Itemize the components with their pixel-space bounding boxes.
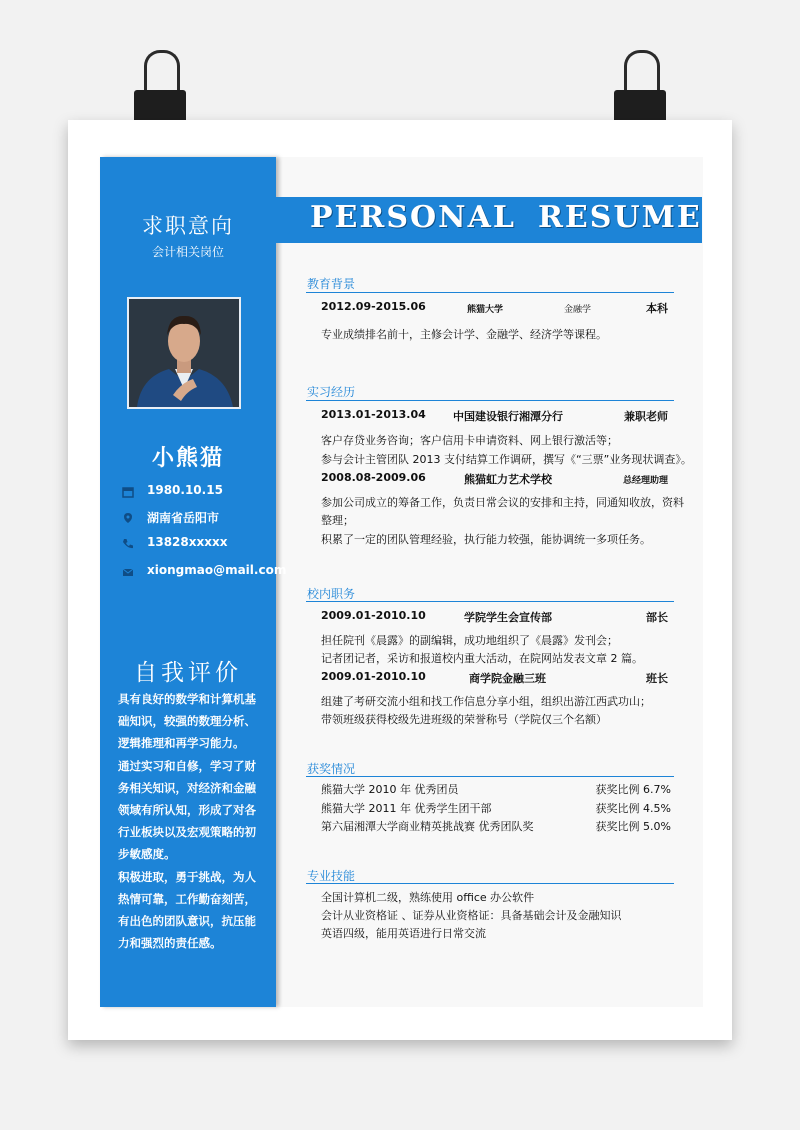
award-row: [321, 781, 671, 797]
email: xiongmao@mail.com: [147, 563, 287, 577]
eval-paragraph: 通过实习和自修，学习了财务相关知识，对经济和金融领域有所认知，形成了对各行业板块以及宏观策略的初步敏感度。: [118, 758, 256, 862]
phone: 13828xxxxx: [147, 535, 228, 549]
education-major: 金融学: [564, 305, 592, 315]
job-period: 2013.01-2013.04: [321, 408, 426, 421]
profile-photo: [127, 297, 241, 409]
role-title: 部长: [646, 611, 668, 624]
resume-banner: [276, 197, 702, 243]
skill-item: 英语四级，能用英语进行日常交流: [321, 927, 486, 940]
job-period: 2008.08-2009.06: [321, 471, 426, 484]
award-ratio: 获奖比例 6.7%: [595, 783, 671, 796]
section-divider: [306, 776, 674, 777]
mail-icon: [122, 566, 134, 578]
skill-item: 全国计算机二级，熟练使用 office 办公软件: [321, 891, 535, 904]
education-desc: 专业成绩排名前十，主修会计学、金融学、经济学等课程。: [321, 328, 607, 341]
award-name: 熊猫大学 2010 年 优秀团员: [321, 783, 459, 796]
campus-header: [321, 670, 668, 686]
section-title-education: 教育背景: [307, 277, 356, 291]
location-icon: [122, 512, 134, 524]
role-org: 学院学生会宣传部: [464, 611, 552, 624]
section-divider: [306, 883, 674, 884]
award-name: 熊猫大学 2011 年 优秀学生团干部: [321, 802, 492, 815]
award-ratio: 获奖比例 5.0%: [595, 820, 671, 833]
eval-paragraph: 具有良好的数学和计算机基础知识，较强的数理分析、逻辑推理和再学习能力。: [118, 692, 256, 751]
job-role: 总经理助理: [622, 476, 668, 486]
self-evaluation-text: [118, 688, 266, 954]
job-subtitle: 会计相关岗位: [151, 245, 224, 259]
job-line: 整理；: [321, 514, 354, 527]
campus-header: [321, 609, 668, 625]
job-title: 求职意向: [142, 214, 234, 238]
job-line: 参与会计主管团队 2013 支付结算工作调研，撰写《“三票”业务现状调查》。: [321, 453, 692, 466]
education-period: 2012.09-2015.06: [321, 300, 426, 313]
section-title-skills: 专业技能: [307, 869, 356, 883]
role-line: 带领班级获得校级先进班级的荣誉称号（学院仅三个名额）: [321, 713, 607, 726]
internship-header: [321, 408, 668, 424]
job-org: 中国建设银行湘潭分行: [453, 410, 563, 423]
role-line: 担任院刊《晨露》的副编辑，成功地组织了《晨露》发刊会；: [321, 634, 618, 647]
education-header: [321, 300, 668, 316]
self-evaluation-title: 自我评价: [134, 660, 242, 686]
job-line: 积累了一定的团队管理经验，执行能力较强，能协调统一多项任务。: [321, 533, 651, 546]
role-period: 2009.01-2010.10: [321, 670, 426, 683]
section-title-internship: 实习经历: [307, 385, 356, 399]
candidate-name: 小熊猫: [151, 446, 224, 471]
section-divider: [306, 601, 674, 602]
job-org: 熊猫虹力艺术学校: [464, 473, 552, 486]
award-ratio: 获奖比例 4.5%: [595, 802, 671, 815]
job-line: 客户存贷业务咨询；客户信用卡申请资料、网上银行激活等；: [321, 434, 618, 447]
award-row: [321, 818, 671, 834]
education-school: 熊猫大学: [467, 305, 504, 315]
role-line: 组建了考研交流小组和找工作信息分享小组，组织出游江西武功山；: [321, 695, 651, 708]
location: 湖南省岳阳市: [147, 511, 220, 525]
section-title-awards: 获奖情况: [307, 762, 356, 776]
sidebar: [100, 157, 287, 1007]
award-name: 第六届湘潭大学商业精英挑战赛 优秀团队奖: [321, 820, 534, 833]
calendar-icon: [122, 486, 134, 498]
internship-header: [321, 471, 668, 487]
job-line: 参加公司成立的筹备工作，负责日常会议的安排和主持，同通知收放，资料: [321, 496, 684, 509]
role-title: 班长: [646, 672, 668, 685]
skill-item: 会计从业资格证 、证券从业资格证：具备基础会计及金融知识: [321, 909, 622, 922]
role-period: 2009.01-2010.10: [321, 609, 426, 622]
section-divider: [306, 292, 674, 293]
role-line: 记者团记者，采访和报道校内重大活动，在院网站发表文章 2 篇。: [321, 652, 643, 665]
birth-date: 1980.10.15: [147, 483, 223, 497]
phone-icon: [122, 538, 134, 550]
award-row: [321, 800, 671, 816]
section-divider: [306, 400, 674, 401]
banner-word-resume: RESUME: [538, 200, 702, 235]
banner-word-personal: PERSONAL: [310, 200, 516, 235]
role-org: 商学院金融三班: [469, 672, 546, 685]
education-degree: 本科: [646, 302, 668, 315]
section-title-campus: 校内职务: [307, 587, 356, 601]
eval-paragraph: 积极进取，勇于挑战，为人热情可靠，工作勤奋刻苦，有出色的团队意识，抗压能力和强烈的责任感。: [118, 869, 256, 951]
job-role: 兼职老师: [624, 410, 668, 423]
